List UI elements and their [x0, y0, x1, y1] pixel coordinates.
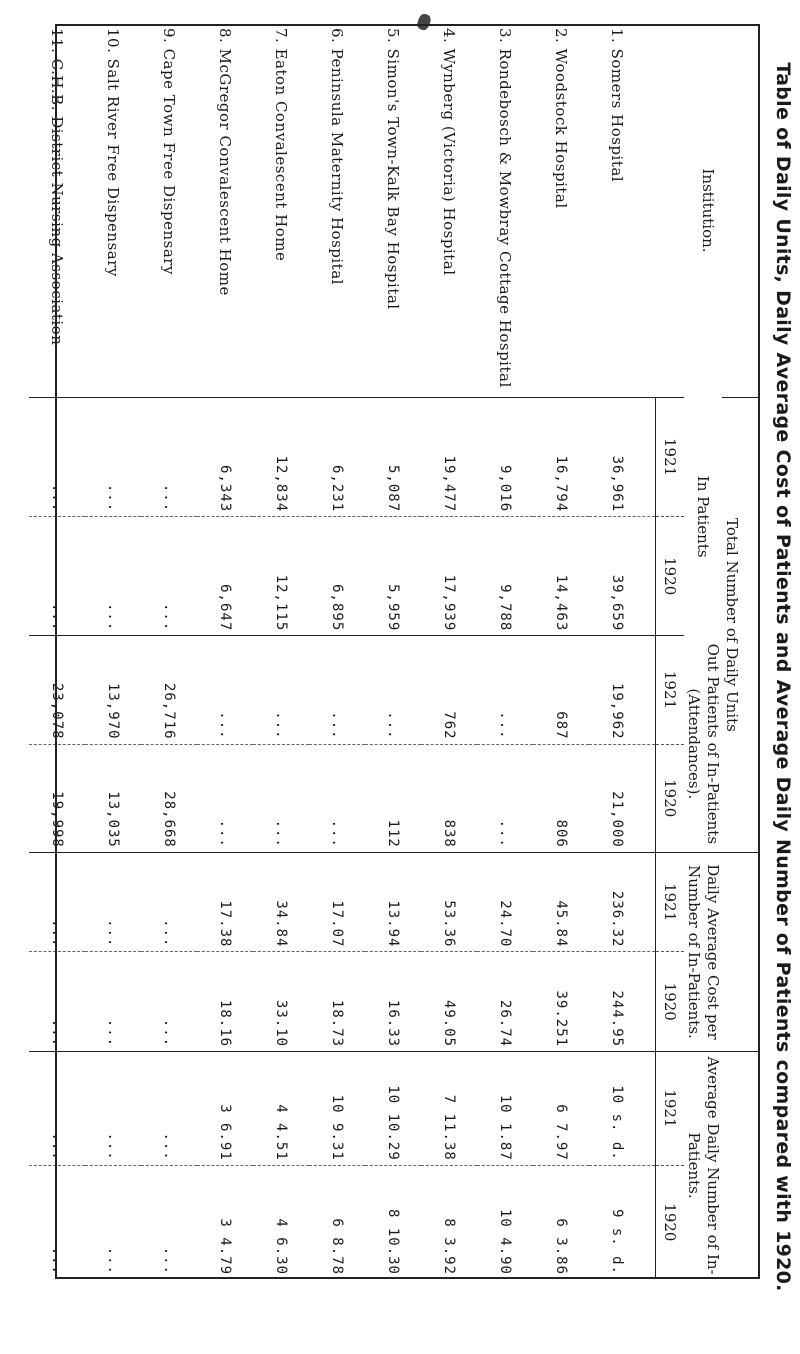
- daily-number-1921: ...: [141, 1052, 197, 1166]
- daily-number-1920: 6 8.78: [309, 1165, 365, 1279]
- daily-number-1921: 10 10.29: [365, 1052, 421, 1166]
- in-patients-1921: 36,961: [589, 398, 656, 517]
- daily-cost-1920: 49.05: [421, 952, 477, 1052]
- in-patients-header: In Patients: [694, 475, 713, 558]
- daily-number-1920: 3 4.79: [197, 1165, 253, 1279]
- in-patients-1921: 19,477: [421, 398, 477, 517]
- daily-number-1920: ...: [141, 1165, 197, 1279]
- institution-name: 2. Woodstock Hospital: [552, 28, 570, 209]
- daily-cost-1920: 39.251: [533, 952, 589, 1052]
- institution-name: 6. Peninsula Maternity Hospital: [328, 28, 346, 285]
- daily-number-1920: 4 6.30: [253, 1165, 309, 1279]
- in-patients-1920: 9,788: [477, 517, 533, 636]
- year-header: 1921: [656, 398, 685, 517]
- in-patients-1921: 5,087: [365, 398, 421, 517]
- daily-number-1920: 8 10.30: [365, 1165, 421, 1279]
- daily-number-1921: ...: [85, 1052, 141, 1166]
- out-patients-1920: 19,998: [29, 744, 85, 852]
- out-patients-1921: 23,078: [29, 636, 85, 744]
- in-patients-1920: ...: [141, 517, 197, 636]
- daily-cost-1920: 18.16: [197, 952, 253, 1052]
- page-title: Table of Daily Units, Daily Average Cost of Patients and Average Daily Number of Patients compared with 1920.: [772, 62, 794, 1292]
- in-patients-1921: 6,231: [309, 398, 365, 517]
- in-patients-1920: 12,115: [253, 517, 309, 636]
- out-patients-1921: 687: [533, 636, 589, 744]
- daily-cost-1921: ...: [29, 852, 85, 952]
- in-patients-1921: ...: [29, 398, 85, 517]
- out-patients-1921: ...: [365, 636, 421, 744]
- out-patients-1920: ...: [197, 744, 253, 852]
- in-patients-1921: 9,016: [477, 398, 533, 517]
- year-header: 1921: [656, 852, 685, 952]
- in-patients-1920: 6,895: [309, 517, 365, 636]
- institution-name: 7. Eaton Convalescent Home: [272, 28, 290, 262]
- daily-number-1920: ...: [29, 1165, 85, 1279]
- daily-cost-1920: 16.33: [365, 952, 421, 1052]
- out-patients-1920: 28,668: [141, 744, 197, 852]
- in-patients-1920: 14,463: [533, 517, 589, 636]
- daily-cost-1920: ...: [29, 952, 85, 1052]
- out-patients-header: Out Patients of In-Patients (Attendances).: [685, 643, 722, 845]
- daily-number-1920: ...: [85, 1165, 141, 1279]
- daily-cost-1921: 53.36: [421, 852, 477, 952]
- daily-number-1920: 10 4.90: [477, 1165, 533, 1279]
- institution-name: 3. Rondebosch & Mowbray Cottage Hospital: [496, 28, 514, 388]
- daily-number-1921: 3 6.91: [197, 1052, 253, 1166]
- daily-number-1921: 10 1.87: [477, 1052, 533, 1166]
- daily-cost-1921: 13.94: [365, 852, 421, 952]
- daily-cost-1921: 45.84: [533, 852, 589, 952]
- year-header: 1921: [656, 636, 685, 744]
- daily-cost-1920: 18.73: [309, 952, 365, 1052]
- in-patients-1921: 16,794: [533, 398, 589, 517]
- out-patients-1920: 806: [533, 744, 589, 852]
- in-patients-1921: ...: [85, 398, 141, 517]
- in-patients-1920: 5,959: [365, 517, 421, 636]
- year-header: 1920: [656, 1165, 685, 1279]
- year-header: 1920: [656, 952, 685, 1052]
- daily-number-1921: 6 7.97: [533, 1052, 589, 1166]
- in-patients-1920: ...: [29, 517, 85, 636]
- out-patients-1920: 13,035: [85, 744, 141, 852]
- out-patients-1921: ...: [197, 636, 253, 744]
- daily-number-1921: 7 11.38: [421, 1052, 477, 1166]
- daily-average-cost-header: Daily Average Cost per Number of In-Patients.: [684, 852, 760, 1051]
- year-header: 1920: [656, 517, 685, 636]
- daily-cost-1920: 26.74: [477, 952, 533, 1052]
- institution-name: 4. Wynberg (Victoria) Hospital: [440, 28, 458, 276]
- table-container: [48, 24, 760, 1279]
- daily-number-1920: 9 s. d.: [589, 1165, 656, 1279]
- institution-header: Institution.: [699, 168, 718, 253]
- in-patients-1920: 39,659: [589, 517, 656, 636]
- daily-cost-1921: ...: [141, 852, 197, 952]
- daily-cost-1921: 236.32: [589, 852, 656, 952]
- out-patients-1921: 762: [421, 636, 477, 744]
- daily-cost-1921: 34.84: [253, 852, 309, 952]
- out-patients-1920: ...: [477, 744, 533, 852]
- daily-cost-1921: ...: [85, 852, 141, 952]
- in-patients-1921: 12,834: [253, 398, 309, 517]
- average-daily-number-header: Average Daily Number of In-Patients.: [684, 1052, 760, 1279]
- total-units-header: Total Number of Daily Units: [722, 398, 760, 853]
- daily-number-1921: 10 s. d.: [589, 1052, 656, 1166]
- out-patients-1921: 26,716: [141, 636, 197, 744]
- out-patients-1920: ...: [253, 744, 309, 852]
- in-patients-1920: ...: [85, 517, 141, 636]
- out-patients-1921: 13,970: [85, 636, 141, 744]
- daily-cost-1920: 33.10: [253, 952, 309, 1052]
- out-patients-1920: 21,000: [589, 744, 656, 852]
- daily-cost-1920: 244.95: [589, 952, 656, 1052]
- out-patients-1921: ...: [477, 636, 533, 744]
- out-patients-1920: 112: [365, 744, 421, 852]
- out-patients-1921: 19,962: [589, 636, 656, 744]
- institution-name: 1. Somers Hospital: [608, 28, 627, 183]
- out-patients-1920: ...: [309, 744, 365, 852]
- institution-name: 9. Cape Town Free Dispensary: [160, 28, 178, 275]
- institution-name: 8. McGregor Convalescent Home: [216, 28, 234, 296]
- institution-name: 10. Salt River Free Dispensary: [104, 28, 122, 277]
- out-patients-1921: ...: [253, 636, 309, 744]
- out-patients-1920: 838: [421, 744, 477, 852]
- daily-number-1920: 6 3.86: [533, 1165, 589, 1279]
- daily-number-1921: 10 9.31: [309, 1052, 365, 1166]
- daily-cost-1921: 17.38: [197, 852, 253, 952]
- year-header: 1921: [656, 1052, 685, 1166]
- daily-cost-1921: 17.07: [309, 852, 365, 952]
- in-patients-1920: 17,939: [421, 517, 477, 636]
- daily-number-1920: 8 3.92: [421, 1165, 477, 1279]
- daily-cost-1921: 24.70: [477, 852, 533, 952]
- in-patients-1921: 6,343: [197, 398, 253, 517]
- daily-number-1921: ...: [29, 1052, 85, 1166]
- institution-name: 11. C.H.B. District Nursing Association: [48, 28, 66, 346]
- daily-cost-1920: ...: [141, 952, 197, 1052]
- daily-number-1921: 4 4.51: [253, 1052, 309, 1166]
- in-patients-1921: ...: [141, 398, 197, 517]
- in-patients-1920: 6,647: [197, 517, 253, 636]
- out-patients-1921: ...: [309, 636, 365, 744]
- daily-cost-1920: ...: [85, 952, 141, 1052]
- table-frame: [55, 24, 760, 1279]
- institution-name: 5. Simon's Town-Kalk Bay Hospital: [384, 28, 402, 310]
- year-header: 1920: [656, 744, 685, 852]
